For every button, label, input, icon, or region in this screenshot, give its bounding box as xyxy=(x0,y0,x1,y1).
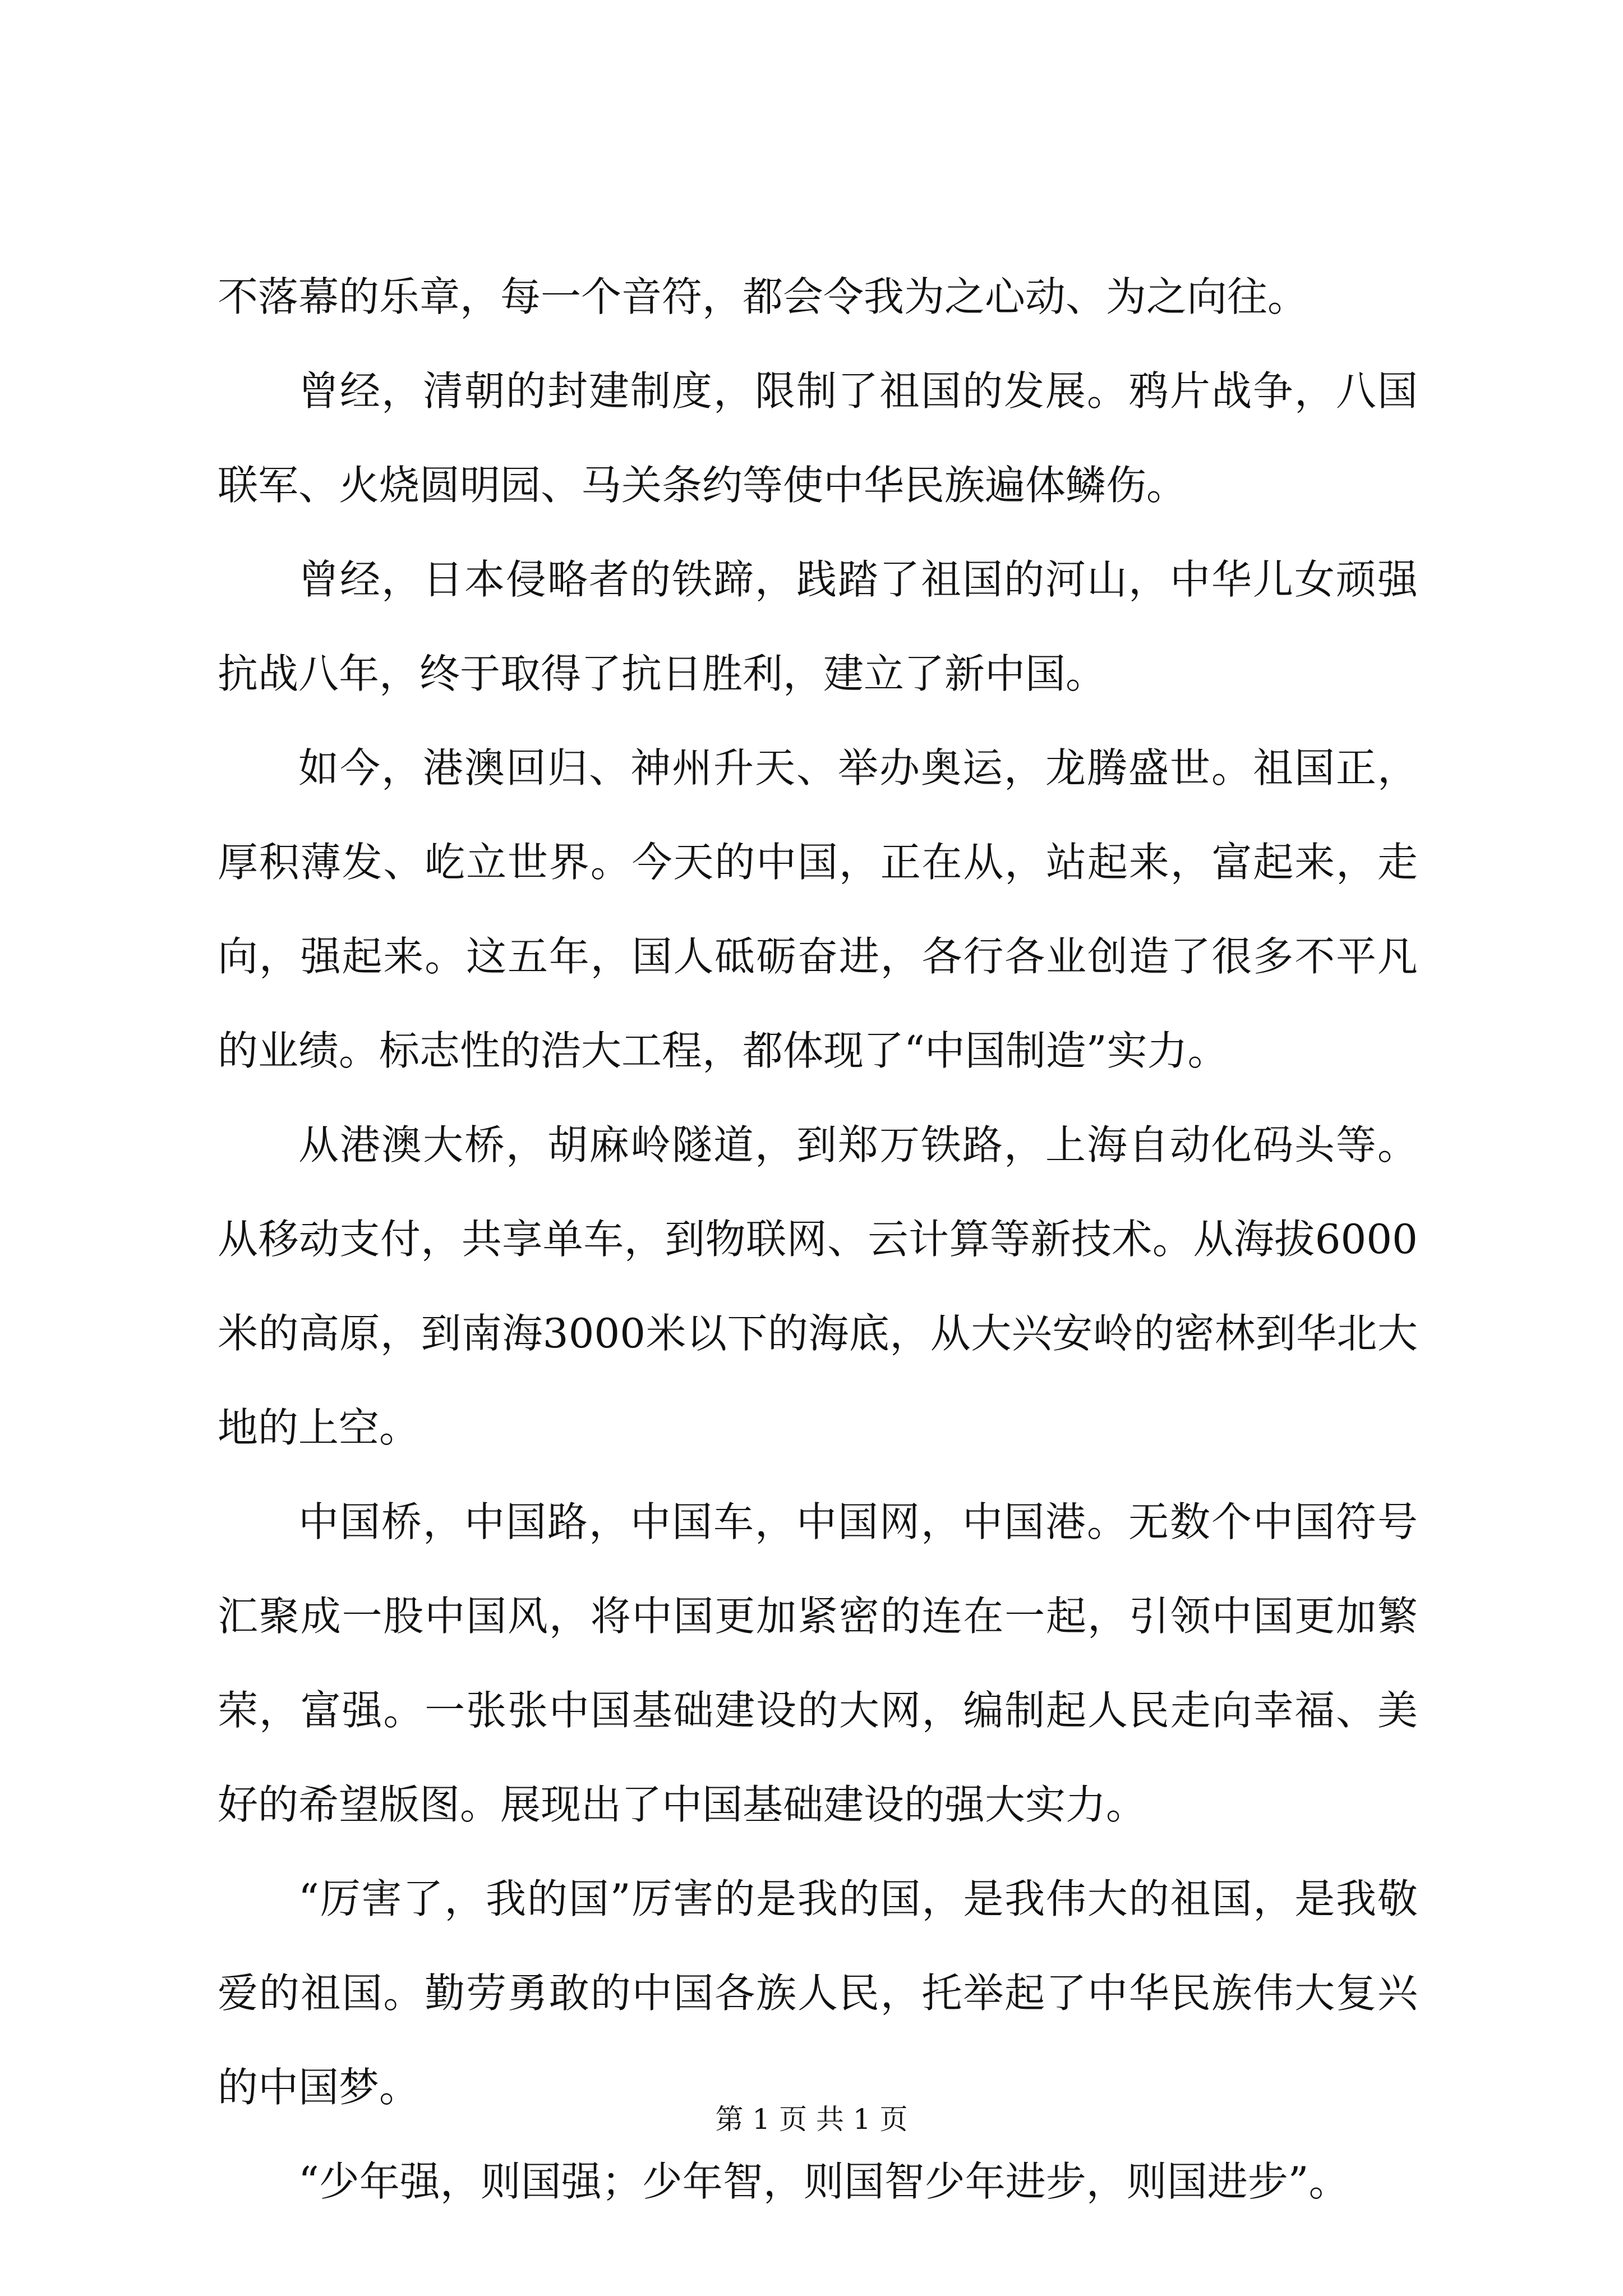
paragraph-7: “厉害了，我的国”厉害的是我的国，是我伟大的祖国，是我敬爱的祖国。勤劳勇敢的中国各族人民，托举起了中华民族伟大复兴的中国梦。 xyxy=(218,1875,1418,2111)
paragraph-6: 中国桥，中国路，中国车，中国网，中国港。无数个中国符号汇聚成一股中国风，将中国更加紧密的连在一起，引领中国更加繁荣，富强。一张张中国基础建设的大网，编制起人民走向幸福、美好的希望版图。展现出了中国基础建设的强大实力。 xyxy=(218,1498,1418,1828)
paragraph-5: 从港澳大桥，胡麻岭隧道，到郑万铁路，上海自动化码头等。从移动支付，共享单车，到物联网、云计算等新技术。从海拔6000米的高原，到南海3000米以下的海底，从大兴安岭的密林到华北大地的上空。 xyxy=(218,1121,1418,1451)
paragraph-3: 曾经，日本侵略者的铁蹄，践踏了祖国的河山，中华儿女顽强抗战八年，终于取得了抗日胜利，建立了新中国。 xyxy=(218,556,1418,697)
paragraph-2: 曾经，清朝的封建制度，限制了祖国的发展。鸦片战争，八国联军、火烧圆明园、马关条约等使中华民族遍体鳞伤。 xyxy=(218,367,1418,509)
page-number-label: 第 1 页 共 1 页 xyxy=(715,2103,908,2136)
page-footer xyxy=(0,2102,1623,2136)
paragraph-1: 不落幕的乐章，每一个音符，都会令我为之心动、为之向往。 xyxy=(218,273,1308,320)
document-body xyxy=(218,250,1418,2229)
paragraph-8: “少年强，则国强；少年智，则国智少年进步，则国进步”。 xyxy=(298,2158,1349,2205)
paragraph-4: 如今，港澳回归、神州升天、举办奥运，龙腾盛世。祖国正，厚积薄发、屹立世界。今天的中国，正在从，站起来，富起来，走向，强起来。这五年，国人砥砺奋进，各行各业创造了很多不平凡的业绩。标志性的浩大工程，都体现了“中国制造”实力。 xyxy=(218,744,1418,1074)
